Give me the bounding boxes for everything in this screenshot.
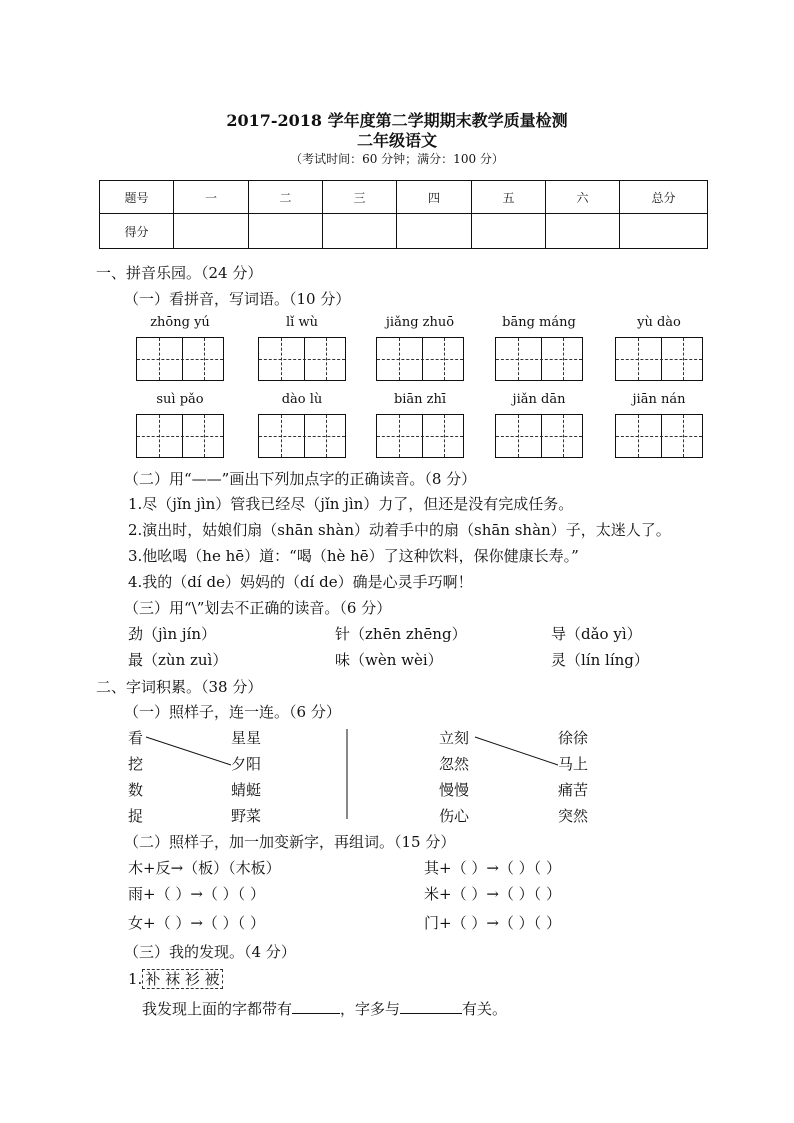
match-word: 星星 [231,729,262,747]
pronunciation-item: 导（dǎo yì） [551,625,642,643]
question-line: 3.他吆喝（he hē）道：“喝（hè hē）了这种饮料，保你健康长寿。” [128,547,579,565]
pinyin-label: jiǎn dān [512,392,566,407]
pronunciation-item: 针（zhēn zhēng） [335,625,467,643]
question-line: 1.尽（jǐn jìn）管我已经尽（jǐn jìn）力了，但还是没有完成任务。 [128,495,574,513]
part1-heading: （一）看拼音，写词语。（10 分） [124,290,351,308]
part2-heading: （二）用“——”画出下列加点字的正确读音。（8 分） [124,470,477,488]
match-word: 伤心 [439,807,470,825]
discovery-sentence [142,998,507,1019]
pinyin-label: zhōng yú [150,315,210,330]
question-line: 2.演出时，姑娘们扇（shān shàn）动着手中的扇（shān shàn）子，太迷人了。 [128,521,671,539]
formula-item[interactable]: 其+（ ）→（ ）（ ） [424,859,561,877]
pinyin-label: suì pǎo [156,392,204,407]
sentence-text: ，字多与 [340,1000,401,1018]
pinyin-label: jiān nán [632,392,686,407]
radical-chars: 补 袜 衫 被 [142,969,222,989]
score-header-cell: 总分 [620,181,708,214]
pinyin-label: jiǎng zhuō [385,315,455,330]
match-word: 马上 [558,755,589,773]
match-word: 蜻蜓 [231,781,262,799]
pinyin-label: lǐ wù [286,315,318,330]
part2-heading: （二）照样子，加一加变新字，再组词。（15 分） [124,833,456,851]
match-word: 慢慢 [439,781,470,799]
pinyin-label: dào lù [281,392,323,407]
pronunciation-item: 灵（lín líng） [551,651,649,669]
match-word: 夕阳 [231,755,262,773]
exam-title: 2017-2018 学年度第二学期期末教学质量检测 [226,111,568,130]
item-number: 1. [128,970,143,988]
discovery-item [128,968,223,989]
match-word: 挖 [128,755,144,773]
score-header-cell: 三 [323,181,397,214]
score-header-cell: 题号 [100,181,174,214]
match-word: 数 [128,781,144,799]
answer-blank[interactable] [400,999,462,1014]
part3-heading: （三）用“\”划去不正确的读音。（6 分） [124,599,392,617]
question-line: 4.我的（dí de）妈妈的（dí de）确是心灵手巧啊！ [128,573,473,591]
part3-heading: （三）我的发现。（4 分） [124,943,296,961]
formula-item[interactable]: 雨+（ ）→（ ）（ ） [128,885,265,903]
match-word: 野菜 [231,807,262,825]
match-word: 立刻 [439,729,470,747]
example-line [475,737,558,765]
answer-blank[interactable] [292,999,340,1014]
score-header-cell: 四 [397,181,472,214]
example-line [146,737,231,765]
section2-heading: 二、字词积累。（38 分） [96,678,263,696]
subject-title: 二年级语文 [356,131,437,150]
pronunciation-item: 味（wèn wèi） [335,651,443,669]
section1-heading: 一、拼音乐园。（24 分） [96,264,263,282]
match-word: 徐徐 [558,729,589,747]
match-word: 捉 [128,807,144,825]
match-word: 突然 [558,807,589,825]
pinyin-label: bāng máng [502,315,576,330]
pronunciation-item: 劲（jìn jín） [128,625,216,643]
sentence-text: 有关。 [462,1000,508,1018]
score-header-cell: 二 [249,181,323,214]
sentence-text: 我发现上面的字都带有 [142,1000,293,1018]
pronunciation-item: 最（zùn zuì） [128,651,228,669]
formula-item[interactable]: 米+（ ）→（ ）（ ） [424,885,561,903]
match-word: 痛苦 [558,781,589,799]
match-word: 看 [128,729,144,747]
formula-item[interactable]: 女+（ ）→（ ）（ ） [128,914,265,932]
formula-item[interactable]: 门+（ ）→（ ）（ ） [424,914,561,932]
pinyin-label: yù dào [637,315,681,330]
score-header-cell: 六 [546,181,620,214]
pinyin-label: biān zhī [393,392,447,407]
match-word: 忽然 [439,755,470,773]
part1-heading: （一）照样子，连一连。（6 分） [124,703,341,721]
score-header-cell: 五 [472,181,546,214]
score-header-cell: 一 [174,181,249,214]
score-row-label: 得分 [100,214,174,249]
exam-info: （考试时间：60 分钟；满分：100 分） [290,152,504,166]
example-formula: 木+反→（板）（木板） [128,859,281,877]
